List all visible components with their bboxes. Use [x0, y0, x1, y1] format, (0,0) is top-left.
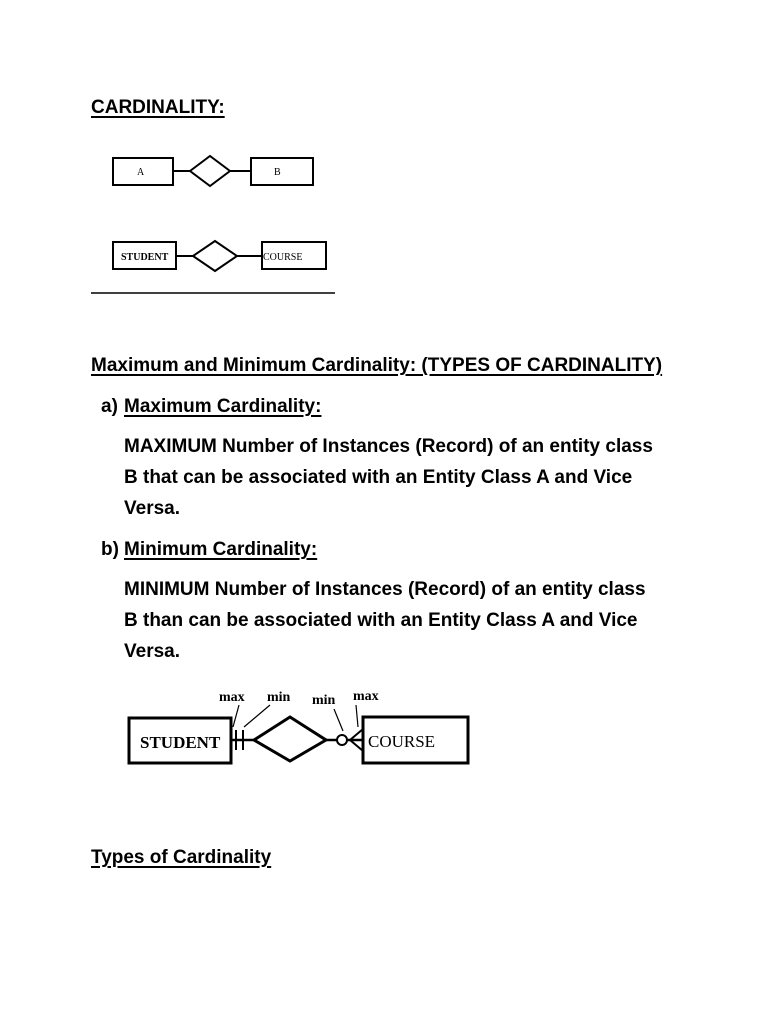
relationship-diamond-3 — [254, 717, 326, 761]
list-marker-b: b) — [101, 539, 119, 560]
item-title-maximum: Maximum Cardinality: — [124, 396, 322, 417]
relationship-diamond-2 — [193, 241, 237, 271]
diagram-student-course — [113, 241, 326, 271]
item-line: Versa. — [124, 498, 180, 519]
item-line: B that can be associated with an Entity Class A and Vice — [124, 467, 633, 488]
pointer-max-left — [233, 705, 239, 727]
item-line: MAXIMUM Number of Instances (Record) of an entity class — [124, 436, 653, 457]
cardinality-zero-circle — [337, 735, 347, 745]
pointer-max-right — [356, 705, 358, 727]
diagram-crows-foot — [129, 689, 468, 763]
entity-label-course: COURSE — [263, 252, 303, 263]
item-line: B than can be associated with an Entity Class A and Vice — [124, 610, 638, 631]
list-marker-a: a) — [101, 396, 118, 417]
entity-label-b: B — [274, 167, 281, 178]
entity-label-student: STUDENT — [121, 252, 169, 263]
page-heading: CARDINALITY: — [91, 97, 225, 118]
entity-label-course-3: COURSE — [368, 732, 436, 751]
entity-label-student-3: STUDENT — [140, 733, 221, 752]
label-min-right: min — [312, 693, 336, 708]
item-line: Versa. — [124, 641, 180, 662]
crows-foot-lower — [350, 740, 363, 751]
label-max-left: max — [219, 690, 245, 705]
item-title-minimum: Minimum Cardinality: — [124, 539, 318, 560]
label-max-right: max — [353, 689, 379, 704]
item-line: MINIMUM Number of Instances (Record) of an entity class — [124, 579, 646, 600]
pointer-min-right — [334, 709, 343, 731]
pointer-min-left — [244, 705, 270, 727]
diagram-a-b — [113, 156, 313, 186]
entity-box-b — [251, 158, 313, 185]
entity-label-a: A — [137, 167, 145, 178]
crows-foot-upper — [350, 729, 363, 740]
relationship-diamond — [190, 156, 230, 186]
label-min-left: min — [267, 690, 291, 705]
footer-title: Types of Cardinality — [91, 847, 272, 868]
section-title: Maximum and Minimum Cardinality: (TYPES OF CARDINALITY) — [91, 355, 663, 376]
